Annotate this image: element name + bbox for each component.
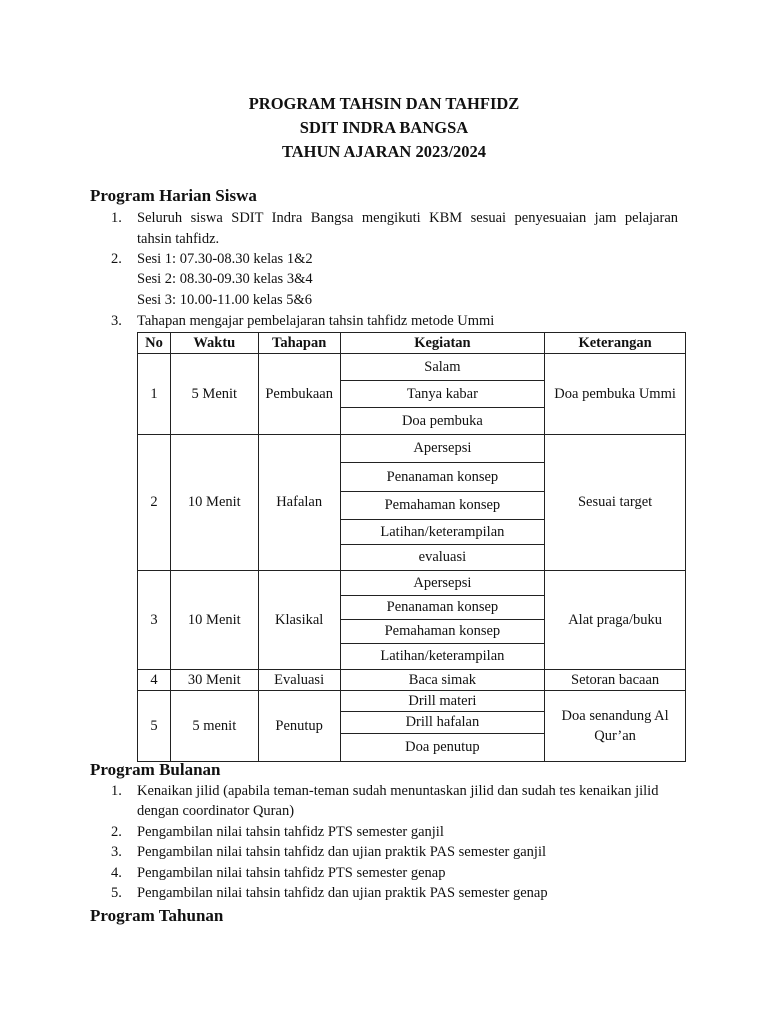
title-line-1: PROGRAM TAHSIN DAN TAHFIDZ [248,94,520,113]
cell-kegiatan [340,571,545,670]
cell-waktu: 10 Menit [170,435,258,571]
session-3: Sesi 3: 10.00-11.00 kelas 5&6 [137,292,313,308]
list-number: 4. [111,865,122,881]
title-line-2: SDIT INDRA BANGSA [299,118,469,137]
cell-tahapan: Penutup [258,691,340,762]
list-item-text: Pengambilan nilai tahsin tahfidz PTS semester genap [137,865,446,881]
table-row [138,354,686,435]
kegiatan-item: Apersepsi [341,571,545,596]
table-row [138,571,686,670]
cell-waktu: 10 Menit [170,571,258,670]
list-item-text: tahsin tahfidz. [137,231,220,247]
table-row [138,691,686,762]
cell-no: 3 [138,571,171,670]
title-line-3: TAHUN AJARAN 2023/2024 [281,142,487,161]
list-item-text: Pengambilan nilai tahsin tahfidz dan ujian praktik PAS semester genap [137,885,548,901]
list-number: 1. [111,783,122,799]
cell-tahapan: Evaluasi [258,670,340,691]
list-number: 1. [111,210,122,226]
cell-kegiatan [340,691,545,762]
kegiatan-item: Baca simak [340,670,545,691]
kegiatan-item: Latihan/keterampilan [380,648,505,664]
list-item-text: Kenaikan jilid (apabila teman-teman sudah menuntaskan jilid dan sudah tes kenaikan jilid [137,783,659,799]
cell-kegiatan [340,354,545,435]
kegiatan-item: Doa pembuka [401,412,483,429]
kegiatan-item: Penanaman konsep [341,463,545,492]
cell-tahapan: Hafalan [258,435,340,571]
kegiatan-item: evaluasi [418,549,467,565]
cell-keterangan: Sesuai target [545,435,686,571]
kegiatan-item: Tanya kabar [341,381,545,408]
kegiatan-item: Doa penutup [405,739,480,755]
kegiatan-item: Drill hafalan [341,712,545,734]
cell-tahapan: Pembukaan [258,354,340,435]
cell-no: 1 [138,354,171,435]
cell-keterangan: Setoran bacaan [545,670,686,691]
list-number: 5. [111,885,122,901]
kegiatan-item: Salam [341,354,545,381]
cell-no: 2 [138,435,171,571]
header-keterangan: Keterangan [545,333,686,354]
cell-no: 5 [138,691,171,762]
cell-no: 4 [138,670,171,691]
section-heading-bulanan: Program Bulanan [90,760,221,779]
cell-waktu: 30 Menit [170,670,258,691]
cell-tahapan: Klasikal [258,571,340,670]
kegiatan-item: Apersepsi [341,435,545,463]
list-item-text: Pengambilan nilai tahsin tahfidz dan ujian praktik PAS semester ganjil [137,844,547,860]
list-item-text: Tahapan mengajar pembelajaran tahsin tahfidz metode Ummi [137,313,495,329]
session-2: Sesi 2: 08.30-09.30 kelas 3&4 [137,271,313,287]
kegiatan-item: Penanaman konsep [341,596,545,620]
document-title [0,92,768,164]
section-heading-tahunan: Program Tahunan [90,906,224,925]
list-number: 3. [111,844,122,860]
kegiatan-item: Pemahaman konsep [341,620,545,644]
list-item-text: Seluruh siswa SDIT Indra Bangsa mengikuti KBM sesuai penyesuaian jam pelajaran [137,210,678,226]
header-kegiatan: Kegiatan [340,333,545,354]
list-item-text: dengan coordinator Quran) [137,803,295,819]
table-header-row [138,333,686,354]
header-no: No [138,333,171,354]
table-row [138,670,686,691]
table-row [138,435,686,571]
list-number: 3. [111,313,122,329]
cell-keterangan: Alat praga/buku [545,571,686,670]
cell-keterangan: Doa pembuka Ummi [545,354,686,435]
session-1: Sesi 1: 07.30-08.30 kelas 1&2 [137,251,313,267]
cell-waktu: 5 Menit [170,354,258,435]
kegiatan-item: Latihan/keterampilan [341,520,545,545]
kegiatan-item: Drill materi [341,691,545,712]
tahapan-table [137,332,686,762]
cell-waktu: 5 menit [170,691,258,762]
kegiatan-item: Pemahaman konsep [341,492,545,520]
list-number: 2. [111,251,122,267]
list-number: 2. [111,824,122,840]
cell-kegiatan [340,435,545,571]
cell-keterangan: Doa senandung Al Qur’an [545,691,686,762]
header-tahapan: Tahapan [258,333,340,354]
header-waktu: Waktu [170,333,258,354]
list-item-text: Pengambilan nilai tahsin tahfidz PTS semester ganjil [137,824,444,840]
section-heading-harian: Program Harian Siswa [90,186,257,205]
